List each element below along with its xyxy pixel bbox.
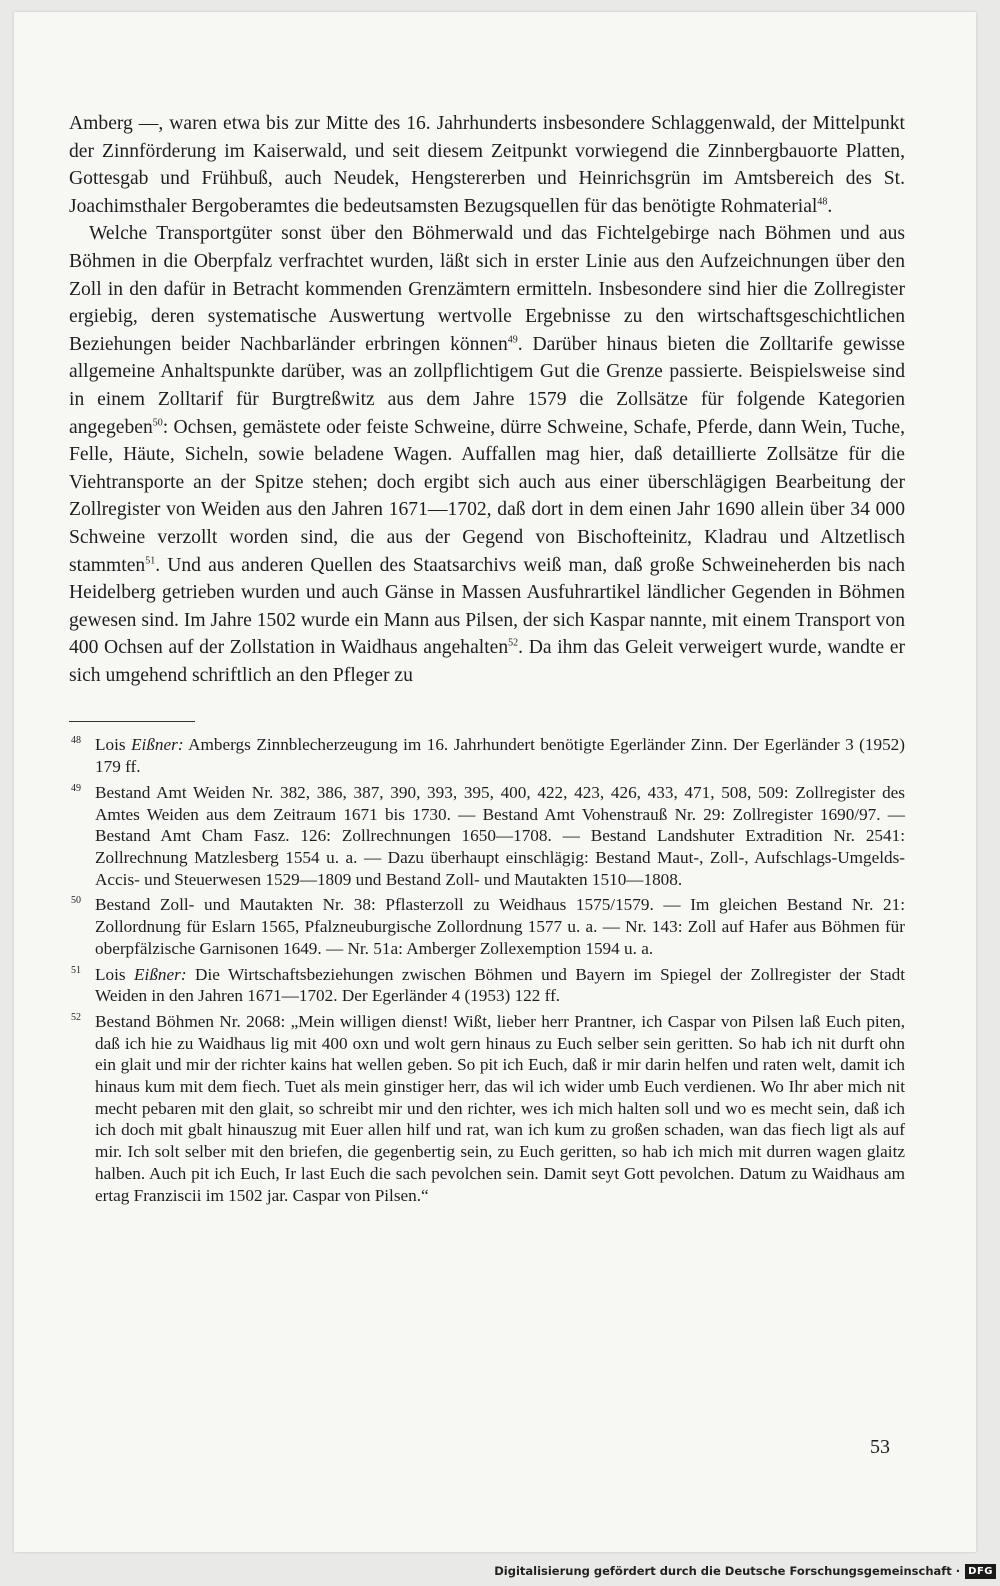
footnote-ref-49: 49 <box>507 334 518 346</box>
page-number: 53 <box>870 1436 890 1458</box>
footnote-text: Bestand Böhmen Nr. 2068: „Mein willigen dienst! Wißt, lieber herr Prantner, ich Caspar von Pilsen laß Euch piten, daß ich hie zu Waidhaus lig mit 400 oxn und wolt gern hinaus zu Euch selber sein geritten. So hab ich nit durft ohn ein glait und mir der richter kains hat wellen geben. So pit ich Euch, daß ir mir darin helfen und raten welt, damit ich hinaus kum mit dem fiech. Tuet als mein ginstiger herr, das wil ich wider umb Euch verdienen. Wo Ihr aber mich nit mecht pebaren mit den glait, so schreibt mir und den richter, wes ich mich halten soll und wo es mecht sein, daß ich ich doch mit gbalt hinauszug mit Euer allen hilf und rat, wan ich kum zu großen schaden, wan das fiech ligt als auf mir. Ich solt selber mit den briefen, die gegenbertig sein, zu Euch geritten, so hab ich mich mit durren wagen glaitz halben. Auch pit ich Euch, Ir last Euch die sach pevolchen sein. Damit seyt Gott pevolchen. Datum zu Waidhaus am ertag Franziscii im 1502 jar. Caspar von Pilsen.“ <box>95 1011 905 1205</box>
footnote-ref-52: 52 <box>508 637 519 649</box>
author-name: Eißner: <box>134 964 187 984</box>
footnote-text: Lois <box>95 735 132 755</box>
paragraph <box>69 110 905 220</box>
footnote-text: Bestand Amt Weiden Nr. 382, 386, 387, 390, 393, 395, 400, 422, 423, 426, 433, 471, 508, 509: Zollregister des Amtes Weiden aus dem Zeitraum 1671 bis 1730. — Bestand Amt Vohenstrauß Nr. 29: Zollregister 1690/97. — Bestand Amt Cham Fasz. 126: Zollrechnungen 1650—1708. — Bestand Landshuter Extradition Nr. 2541: Zollrechnung Matzlesberg 1554 u. a. — Dazu überhaupt einschlägig: Bestand Maut-, Zoll-, Aufschlags-Umgelds-Accis- und Steuerwesen 1529—1809 und Bestand Zoll- und Mautakten 1510—1808. <box>95 782 905 889</box>
footnote-50 <box>69 894 905 959</box>
footnote-ref-50: 50 <box>152 417 163 428</box>
footnote-text: Die Wirtschaftsbeziehungen zwischen Böhmen und Bayern im Spiegel der Zollregister der Stadt Weiden in den Jahren 1671—1702. Der Egerländer 4 (1953) 122 ff. <box>95 964 905 1006</box>
paragraph-text: . Darüber hinaus bieten die Zolltarife gewisse allgemeine Anhaltspunkte darüber, was an zollpflichtigem Gut die Grenze passierte. Beispielsweise sind in einem Zolltarif für Burgtreßwitz aus dem Jahre 1579 die Zollsätze für folgende Kategorien angegeben <box>69 333 906 438</box>
author-name: Eißner: <box>131 735 184 755</box>
footnote-51 <box>69 964 905 1007</box>
footnote-48 <box>69 734 905 777</box>
footnote-ref-48: 48 <box>817 196 828 208</box>
footnote-number: 49 <box>71 782 81 794</box>
paragraph-text: . Da ihm das Geleit verweigert wurde, wandte er sich umgehend schriftlich an den Pfleger zu <box>69 637 905 686</box>
paragraph-text: Amberg —, waren etwa bis zur Mitte des 16. Jahrhunderts insbesondere Schlaggenwald, der Mittelpunkt der Zinnförderung im Kaiserwald, und seit diesem Zeitpunkt vorwiegend die Zinnbergbauorte Platten, Gottesgab und Frühbuß, auch Neudek, Hengstererben und Heinrichsgrün im Amtsbereich des St. Joachimsthaler Bergoberamtes die bedeutsamsten Bezugsquellen für das benötigte Rohmaterial <box>69 113 905 217</box>
footnote-text: Bestand Zoll- und Mautakten Nr. 38: Pflasterzoll zu Weidhaus 1575/1579. — Im gleichen Bestand Nr. 21: Zollordnung für Eslarn 1565, Pfalzneuburgische Zollordnung 1577 u. a. — Nr. 143: Zoll auf Hafer aus Böhmen für oberpfälzische Garnisonen 1649. — Nr. 51a: Amberger Zollexemption 1594 u. a. <box>95 895 905 958</box>
footnote-number: 51 <box>71 964 81 976</box>
footnote-text: Lois <box>95 964 135 984</box>
footnote-52 <box>69 1011 905 1206</box>
footnotes <box>69 734 905 1206</box>
body-text <box>69 110 905 689</box>
digitization-credit <box>494 1560 996 1582</box>
book-page <box>14 12 976 1552</box>
footnote-49 <box>69 782 905 891</box>
page-content <box>69 110 905 1210</box>
footnote-text: Ambergs Zinnblecherzeugung im 16. Jahrhundert benötigte Egerländer Zinn. Der Egerländer 3 (1952) 179 ff. <box>95 735 905 777</box>
footnote-number: 48 <box>71 735 81 747</box>
footnote-number: 50 <box>71 895 81 907</box>
footnote-ref-51: 51 <box>145 554 156 566</box>
footnote-number: 52 <box>71 1011 81 1023</box>
paragraph-text: Welche Transportgüter sonst über den Böhmerwald und das Fichtelgebirge nach Böhmen und aus Böhmen in die Oberpfalz verfrachtet wurden, läßt sich in erster Linie aus den Aufzeichnungen über den Zoll in den dafür in Betracht kommenden Grenzämtern ermitteln. Insbesondere sind hier die Zollregister ergiebig, deren systematische Auswertung wertvolle Ergebnisse zu den wirtschaftsgeschichtlichen Beziehungen beider Nachbarländer erbringen können <box>69 223 905 355</box>
paragraph-text: . <box>827 195 833 217</box>
paragraph-text: : Ochsen, gemästete oder feiste Schweine, dürre Schweine, Schafe, Pferde, dann Wein, Tuche, Felle, Häute, Sicheln, sowie beladene Wagen. Auffallen mag hier, daß detaillierte Zollsätze für die Viehtransporte an der Spitze stehen; doch ergibt sich auch aus einer überschlägigen Bearbeitung der Zollregister von Weiden aus den Jahren 1671—1702, daß dort in dem einen Jahr 1690 allein über 34 000 Schweine verzollt worden sind, die aus der Gegend von Bischofteinitz, Kladrau und Altzetlisch stammten <box>69 416 905 576</box>
paragraph-text: . Und aus anderen Quellen des Staatsarchivs weiß man, daß große Schweineherden bis nach Heidelberg getrieben wurden und auch Gänse in Massen Ausfuhrartikel ländlicher Gegenden in Böhmen gewesen sind. Im Jahre 1502 wurde ein Mann aus Pilsen, der sich Kaspar nannte, mit einem Transport von 400 Ochsen auf der Zollstation in Waidhaus angehalten <box>69 554 905 659</box>
footnote-separator <box>69 721 195 722</box>
paragraph <box>69 220 905 689</box>
credit-text: Digitalisierung gefördert durch die Deutsche Forschungsgemeinschaft · <box>494 1564 961 1578</box>
dfg-logo: DFG <box>965 1564 996 1579</box>
